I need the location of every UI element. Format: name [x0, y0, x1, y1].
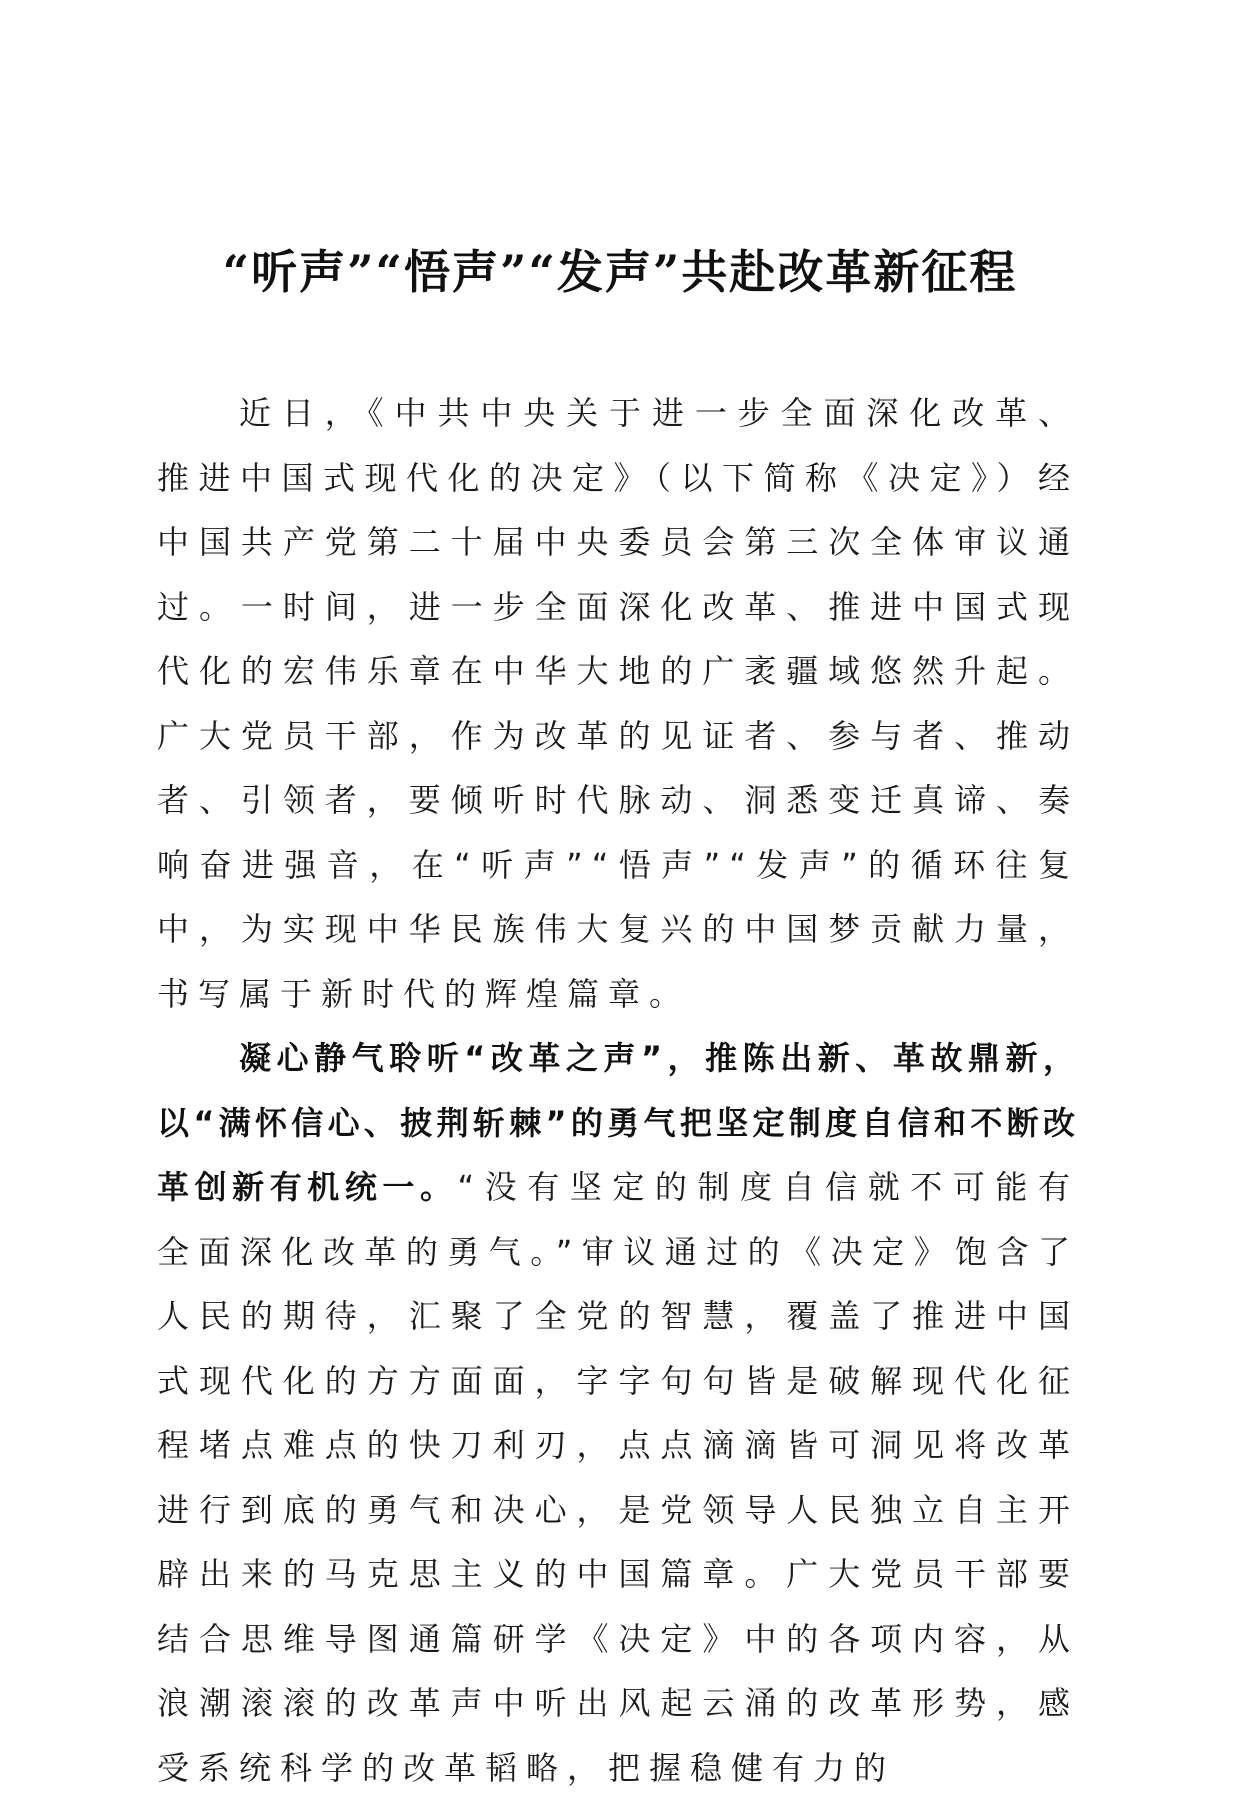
paragraph-text: “没有坚定的制度自信就不可能有全面深化改革的勇气。”审议通过的《决定》饱含了人民的期待，汇聚了全党的智慧，覆盖了推进中国式现代化的方方面面，字字句句皆是破解现代化征程堵点难点的快刀利刃，点点滴滴皆可洞见将改革进行到底的勇气和决心，是党领导人民独立自主开辟出来的马克思主义的中国篇章。广大党员干部要结合思维导图通篇研学《决定》中的各项内容，从浪潮滚滚的改革声中听出风起云涌的改革形势，感受系统科学的改革韬略，把握稳健有力的 — [157, 1168, 1079, 1787]
paragraph-lead: 凝心静气聆听“改革之声”，推陈出新、革故鼎新，以“满怀信心、披荆斩棘”的勇气把坚定制度自信和不断改革创新有机统一。 — [157, 1039, 1079, 1206]
document-title: “听声”“悟声”“发声”共赴改革新征程 — [222, 245, 1018, 299]
paragraph-text: 近日，《中共中央关于进一步全面深化改革、推进中国式现代化的决定》（以下简称《决定》）经中国共产党第二十届中央委员会第三次全体审议通过。一时间，进一步全面深化改革、推进中国式现代化的宏伟乐章在中华大地的广袤疆域悠然升起。广大党员干部，作为改革的见证者、参与者、推动者、引领者，要倾听时代脉动、洞悉变迁真谛、奏响奋进强音，在“听声”“悟声”“发声”的循环往复中，为实现中华民族伟大复兴的中国梦贡献力量，书写属于新时代的辉煌篇章。 — [157, 394, 1079, 1013]
paragraph-intro — [157, 381, 1079, 1026]
document-body — [157, 381, 1079, 1800]
paragraph-listen-reform — [157, 1026, 1079, 1800]
